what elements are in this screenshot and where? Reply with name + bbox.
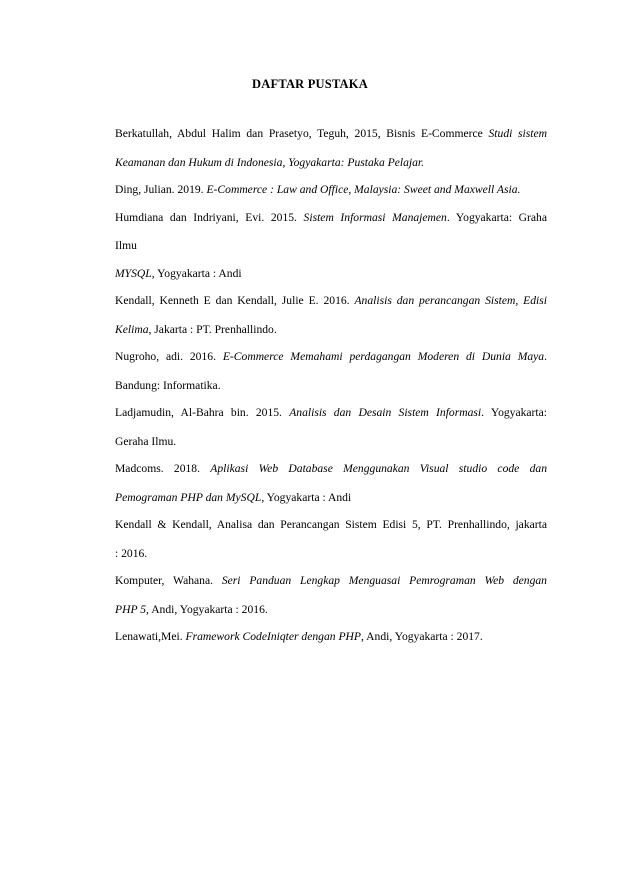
- reference-entry: [115, 407, 547, 449]
- reference-italic-text: E-Commerce : Law and Office, Malaysia: Sweet and Maxwell Asia.: [206, 183, 521, 196]
- reference-line: [115, 351, 547, 364]
- reference-text: Ding, Julian. 2019.: [115, 183, 207, 196]
- reference-line: [115, 380, 547, 393]
- reference-text: .: [544, 350, 547, 363]
- reference-entry: [115, 575, 547, 617]
- reference-italic-text: Keamanan dan Hukum di Indonesia, Yogyakarta: Pustaka Pelajar.: [115, 155, 425, 169]
- reference-line: [115, 519, 547, 532]
- reference-line: [115, 128, 547, 141]
- reference-line: [115, 212, 547, 225]
- reference-text: , Yogyakarta : Andi: [261, 490, 352, 504]
- reference-italic-text: Framework CodeIniqter dengan PHP: [185, 630, 362, 643]
- reference-italic-text: Kelima: [115, 322, 149, 336]
- reference-line: [115, 184, 547, 197]
- reference-line: [115, 407, 547, 420]
- reference-line: [115, 463, 547, 476]
- reference-text: , Yogyakarta : Andi: [151, 266, 242, 280]
- reference-text: Humdiana dan Indriyani, Evi. 2015.: [115, 210, 304, 224]
- reference-text: Madcoms. 2018.: [115, 462, 211, 475]
- reference-italic-text: MYSQL: [115, 266, 152, 280]
- reference-list: [115, 128, 547, 659]
- reference-italic-text: Pemograman PHP dan MySQL: [115, 490, 262, 504]
- reference-line: [115, 548, 547, 561]
- reference-entry: [115, 268, 547, 281]
- reference-text: . Yogyakarta:: [481, 406, 547, 419]
- reference-entry: [115, 184, 547, 197]
- reference-line: [115, 436, 547, 449]
- reference-line: [115, 295, 547, 308]
- reference-text: Berkatullah, Abdul Halim dan Prasetyo, Teguh, 2015, Bisnis E-Commerce: [115, 127, 489, 140]
- reference-line: [115, 157, 547, 170]
- reference-line: [115, 631, 547, 644]
- reference-text: , Andi, Yogyakarta : 2016.: [146, 602, 268, 616]
- reference-text: Lenawati,Mei.: [115, 630, 186, 643]
- reference-entry: [115, 295, 547, 337]
- reference-italic-text: Analisis dan Desain Sistem Informasi: [289, 406, 482, 419]
- reference-line: [115, 575, 547, 588]
- reference-text: Ilmu: [115, 239, 137, 252]
- reference-entry: [115, 463, 547, 505]
- reference-text: , Andi, Yogyakarta : 2017.: [361, 630, 483, 643]
- reference-text: , Jakarta : PT. Prenhallindo.: [148, 322, 277, 336]
- page-title: DAFTAR PUSTAKA: [252, 77, 368, 91]
- reference-entry: [115, 519, 547, 561]
- reference-line: [115, 604, 547, 617]
- reference-text: . Yogyakarta: Graha: [446, 210, 547, 224]
- reference-text: Komputer, Wahana.: [115, 574, 222, 587]
- reference-entry: [115, 631, 547, 644]
- reference-italic-text: Studi sistem: [488, 127, 548, 140]
- reference-line: [115, 240, 547, 253]
- reference-italic-text: Aplikasi Web Database Menggunakan Visual studio code dan: [210, 462, 547, 475]
- reference-italic-text: E-Commerce Memahami perdagangan Moderen di Dunia Maya: [222, 350, 545, 363]
- reference-text: Ladjamudin, Al-Bahra bin. 2015.: [115, 406, 290, 419]
- reference-italic-text: Analisis dan perancangan Sistem, Edisi: [354, 294, 548, 307]
- reference-entry: [115, 351, 547, 393]
- reference-text: Geraha Ilmu.: [115, 434, 177, 448]
- reference-entry: [115, 128, 547, 170]
- reference-text: Kendall, Kenneth E dan Kendall, Julie E. 2016.: [115, 294, 355, 307]
- reference-italic-text: PHP 5: [115, 602, 147, 616]
- reference-line: [115, 268, 547, 281]
- reference-text: : 2016.: [115, 546, 148, 560]
- reference-italic-text: Seri Panduan Lengkap Menguasai Pemrograman Web dengan: [221, 574, 547, 587]
- reference-line: [115, 492, 547, 505]
- reference-line: [115, 324, 547, 337]
- reference-text: Kendall & Kendall, Analisa dan Perancangan Sistem Edisi 5, PT. Prenhallindo, jakarta: [115, 518, 547, 531]
- reference-text: Bandung: Informatika.: [115, 378, 221, 392]
- reference-italic-text: Sistem Informasi Manajemen: [303, 210, 447, 224]
- reference-text: Nugroho, adi. 2016.: [115, 350, 223, 363]
- reference-entry: [115, 212, 547, 254]
